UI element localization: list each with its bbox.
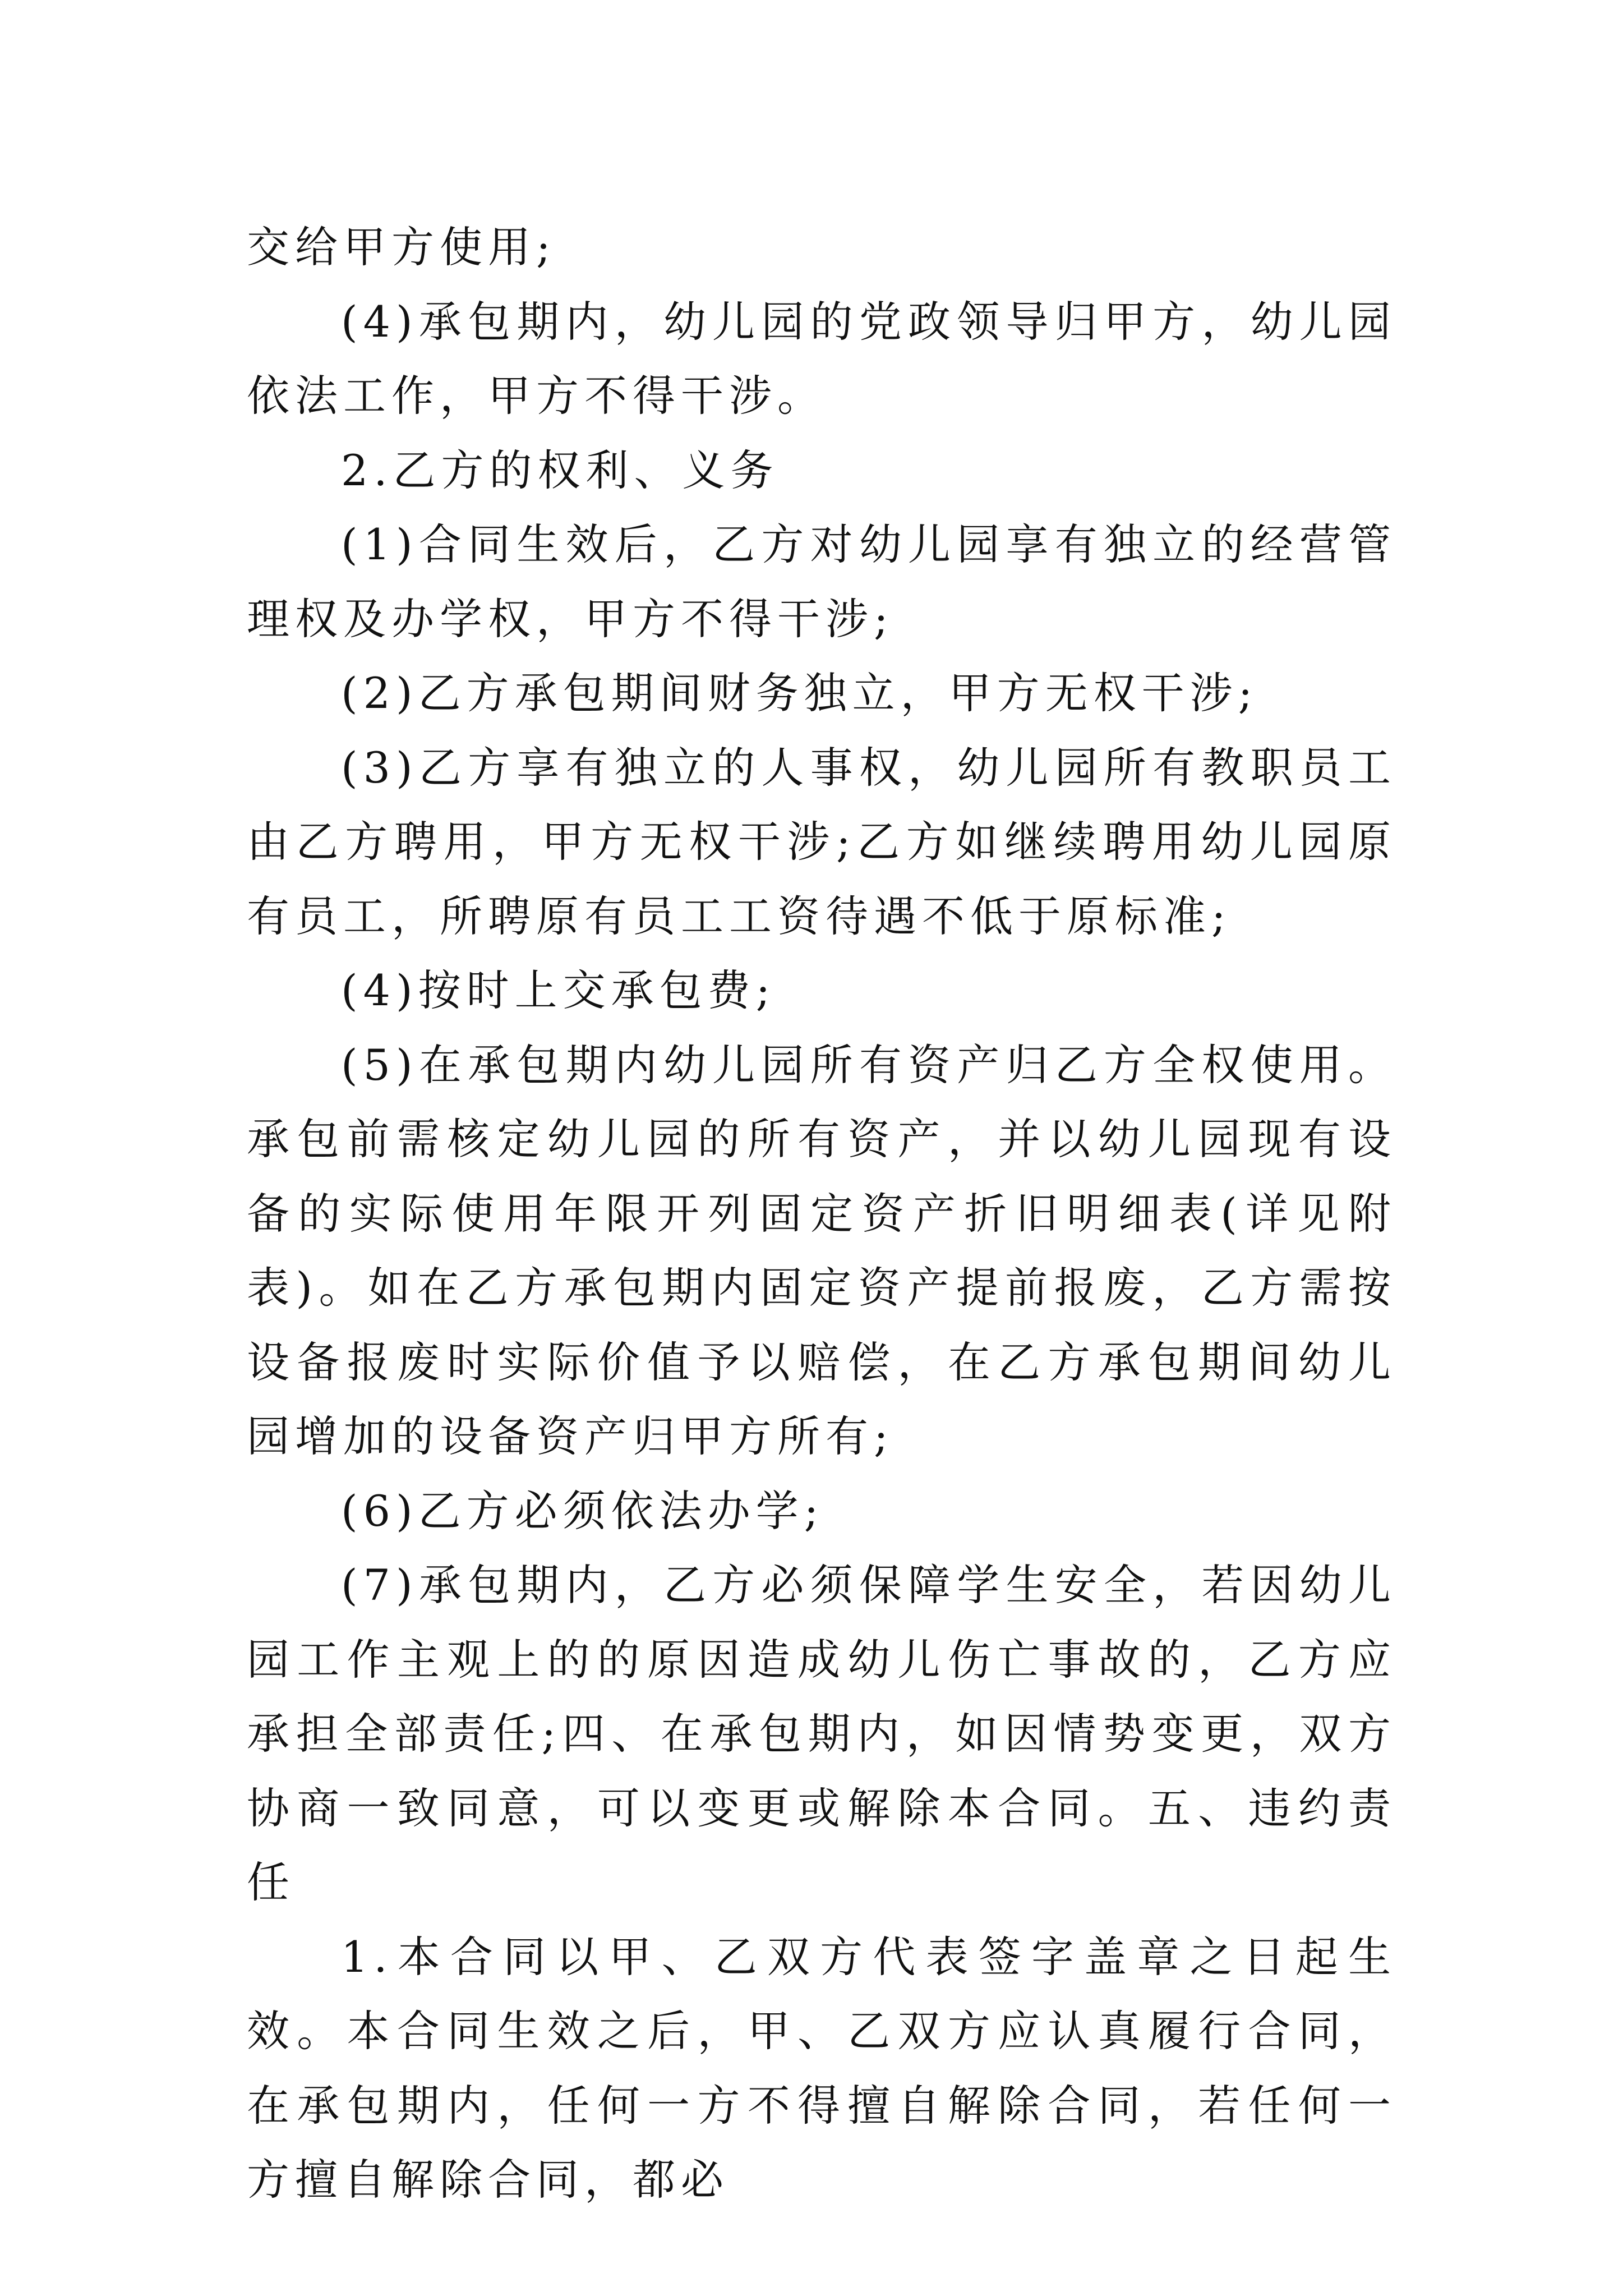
paragraph-heading-party-b-rights: 2.乙方的权利、义务 <box>341 445 779 495</box>
paragraph-clause-b6: (6)乙方必须依法办学; <box>341 1485 824 1536</box>
paragraph-clause-b1: (1)合同生效后，乙方对幼儿园享有独立的经营管理权及办学权，甲方不得干涉; <box>247 519 1396 644</box>
document-body <box>247 210 1396 2217</box>
paragraph-liability-1: 1.本合同以甲、乙双方代表签字盖章之日起生效。本合同生效之后，甲、乙双方应认真履行合同，在承包期内，任何一方不得擅自解除合同，若任何一方擅自解除合同，都必 <box>247 1931 1396 2205</box>
paragraph-clause-b4: (4)按时上交承包费; <box>341 965 776 1015</box>
paragraph-clause-b7: (7)承包期内，乙方必须保障学生安全，若因幼儿园工作主观上的的原因造成幼儿伤亡事故的，乙方应承担全部责任;四、在承包期内，如因情势变更，双方协商一致同意，可以变更或解除本合同。五、违约责任 <box>247 1560 1396 1907</box>
paragraph-clause-b5: (5)在承包期内幼儿园所有资产归乙方全权使用。承包前需核定幼儿园的所有资产，并以幼儿园现有设备的实际使用年限开列固定资产折旧明细表(详见附表)。如在乙方承包期内固定资产提前报废，乙方需按设备报废时实际价值予以赔偿，在乙方承包期间幼儿园增加的设备资产归甲方所有; <box>247 1039 1396 1461</box>
paragraph-clause-a4: (4)承包期内，幼儿园的党政领导归甲方，幼儿园依法工作，甲方不得干涉。 <box>247 296 1396 421</box>
paragraph-clause-b3: (3)乙方享有独立的人事权，幼儿园所有教职员工由乙方聘用，甲方无权干涉;乙方如继续聘用幼儿园原有员工，所聘原有员工工资待遇不低于原标准; <box>247 742 1396 941</box>
paragraph-continuation: 交给甲方使用; <box>247 222 556 272</box>
paragraph-clause-b2: (2)乙方承包期间财务独立，甲方无权干涉; <box>341 668 1258 718</box>
